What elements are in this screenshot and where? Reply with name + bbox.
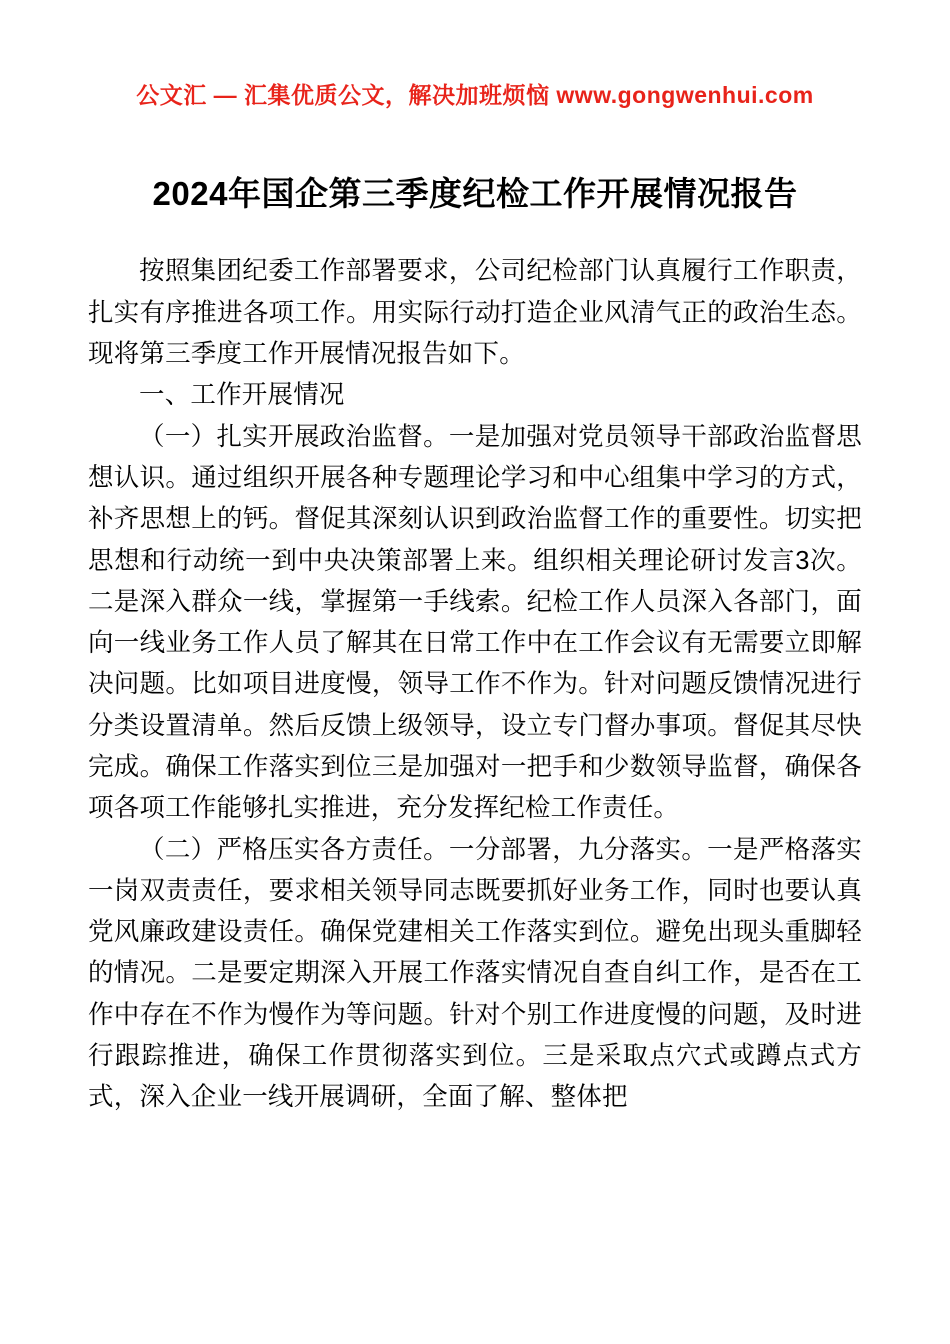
site-watermark: 公文汇 — 汇集优质公文，解决加班烦恼 www.gongwenhui.com [136, 82, 814, 108]
section-heading-1: 一、工作开展情况 [139, 381, 345, 410]
page-title: 2024年国企第三季度纪检工作开展情况报告 [152, 174, 798, 212]
paragraph-intro: 按照集团纪委工作部署要求，公司纪检部门认真履行工作职责，扎实有序推进各项工作。用实际行动打造企业风清气正的政治生态。现将第三季度工作开展情况报告如下。 [88, 257, 862, 369]
paragraph-subsection-2: （二）严格压实各方责任。一分部署，九分落实。一是严格落实一岗双责责任，要求相关领导同志既要抓好业务工作，同时也要认真党风廉政建设责任。确保党建相关工作落实到位。避免出现头重脚轻的情况。二是要定期深入开展工作落实情况自查自纠工作，是否在工作中存在不作为慢作为等问题。针对个别工作进度慢的问题，及时进行跟踪推进，确保工作贯彻落实到位。三是采取点穴式或蹲点式方式，深入企业一线开展调研，全面了解、整体把 [88, 835, 862, 1112]
document-body [88, 251, 862, 1118]
paragraph-subsection-1: （一）扎实开展政治监督。一是加强对党员领导干部政治监督思想认识。通过组织开展各种专题理论学习和中心组集中学习的方式，补齐思想上的钙。督促其深刻认识到政治监督工作的重要性。切实把思想和行动统一到中央决策部署上来。组织相关理论研讨发言3次。二是深入群众一线，掌握第一手线索。纪检工作人员深入各部门，面向一线业务工作人员了解其在日常工作中在工作会议有无需要立即解决问题。比如项目进度慢，领导工作不作为。针对问题反馈情况进行分类设置清单。然后反馈上级领导，设立专门督办事项。督促其尽快完成。确保工作落实到位三是加强对一把手和少数领导监督，确保各项各项工作能够扎实推进，充分发挥纪检工作责任。 [88, 422, 862, 823]
